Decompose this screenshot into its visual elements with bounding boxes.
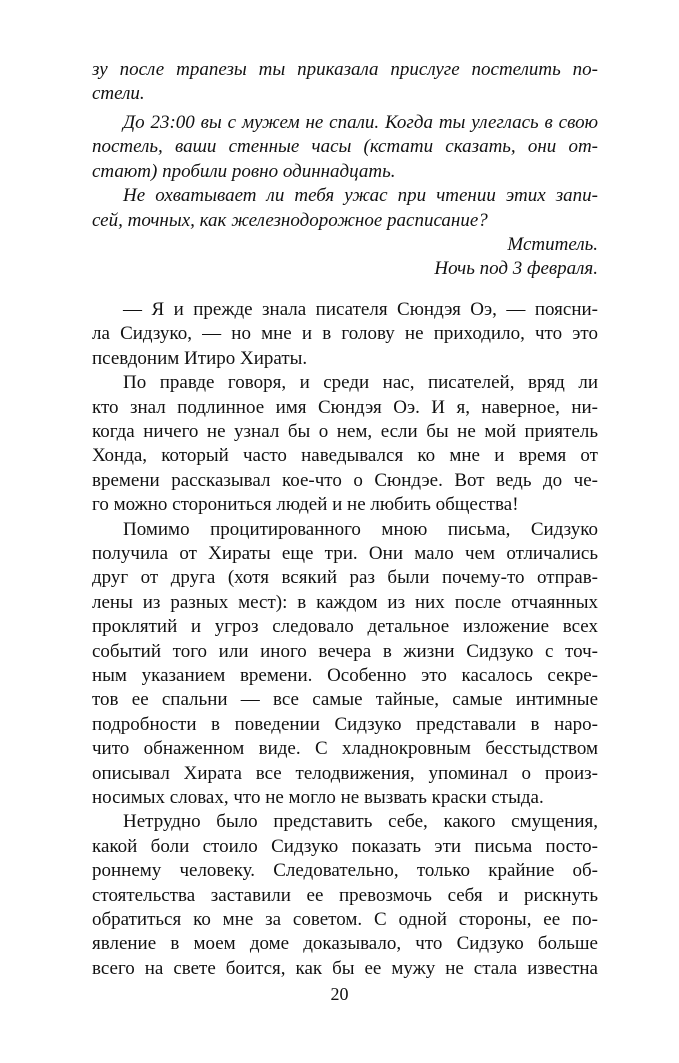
paragraph-line: лены из разных мест): в каждом из них после отчаянных (92, 591, 598, 613)
letter-line: стели. (92, 83, 145, 105)
letter-line: постель, ваши стенные часы (кстати сказать, они от- (92, 136, 598, 158)
paragraph-line: тов ее спальни — все самые тайные, самые интимные (92, 689, 598, 711)
paragraph-line: Нетрудно было представить себе, какого смущения, (123, 811, 598, 833)
paragraph-line: какой боли стоило Сидзуко показать эти письма посто- (92, 835, 598, 857)
paragraph-line: — Я и прежде знала писателя Сюндэя Оэ, — поясни- (123, 299, 598, 320)
paragraph-line: По правде говоря, и среди нас, писателей, вряд ли (123, 372, 598, 394)
paragraph-line: Помимо процитированного мною письма, Сидзуко (123, 518, 598, 540)
paragraph-line: го можно сторониться людей и не любить общества! (92, 494, 519, 516)
paragraph-line: Хонда, который часто наведывался ко мне и время от (92, 445, 598, 467)
paragraph-line: друг от друга (хотя всякий раз были почему-то отправ- (92, 567, 598, 589)
letter-line: До 23:00 вы с мужем не спали. Когда ты улеглась в свою (123, 112, 598, 133)
paragraph-line: ла Сидзуко, — но мне и в голову не приходило, что это (92, 323, 598, 345)
letter-line: сей, точных, как железнодорожное расписание? (92, 209, 488, 231)
paragraph-line: когда ничего не узнал бы о нем, если бы не мой приятель (92, 421, 598, 442)
letter-line: зу после трапезы ты приказала прислуге постелить по- (92, 59, 598, 80)
letter-date: Ночь под 3 февраля. (434, 258, 598, 280)
letter-line: стают) пробили ровно одиннадцать. (92, 160, 396, 182)
paragraph-line: описывал Хирата все телодвижения, упоминал о произ- (92, 762, 598, 784)
paragraph-line: получила от Хираты еще три. Они мало чем отличались (92, 543, 598, 564)
paragraph-line: событий того или иного вечера в жизни Сидзуко с точ- (92, 640, 598, 662)
paragraph-line: ным указанием времени. Особенно это касалось секре- (92, 665, 598, 686)
paragraph-line: подробности в поведении Сидзуко представали в наро- (92, 713, 598, 735)
page-number: 20 (330, 984, 349, 1004)
paragraph-line: всего на свете боится, как бы ее мужу не стала известна (92, 957, 598, 979)
paragraph-line: роннему человеку. Следовательно, только крайние об- (92, 860, 598, 882)
letter-line: Не охватывает ли тебя ужас при чтении этих запи- (123, 185, 598, 207)
paragraph-line: явление в моем доме доказывало, что Сидзуко больше (92, 933, 598, 955)
paragraph-line: обратиться ко мне за советом. С одной стороны, ее по- (92, 909, 598, 930)
paragraph-line: стоятельства заставили ее превозмочь себя и рискнуть (92, 884, 598, 906)
paragraph-line: проклятий и угроз следовало детальное изложение всех (92, 616, 598, 638)
paragraph-line: времени рассказывал кое-что о Сюндэе. Вот ведь до че- (92, 469, 598, 491)
paragraph-line: псевдоним Итиро Хираты. (92, 347, 308, 369)
paragraph-line: носимых словах, что не могло не вызвать краски стыда. (92, 787, 544, 808)
letter-signature: Мститель. (507, 234, 598, 255)
paragraph-line: чито обнаженном виде. С хладнокровным бесстыдством (92, 738, 598, 760)
paragraph-line: кто знал подлинное имя Сюндэя Оэ. И я, наверное, ни- (92, 396, 598, 418)
